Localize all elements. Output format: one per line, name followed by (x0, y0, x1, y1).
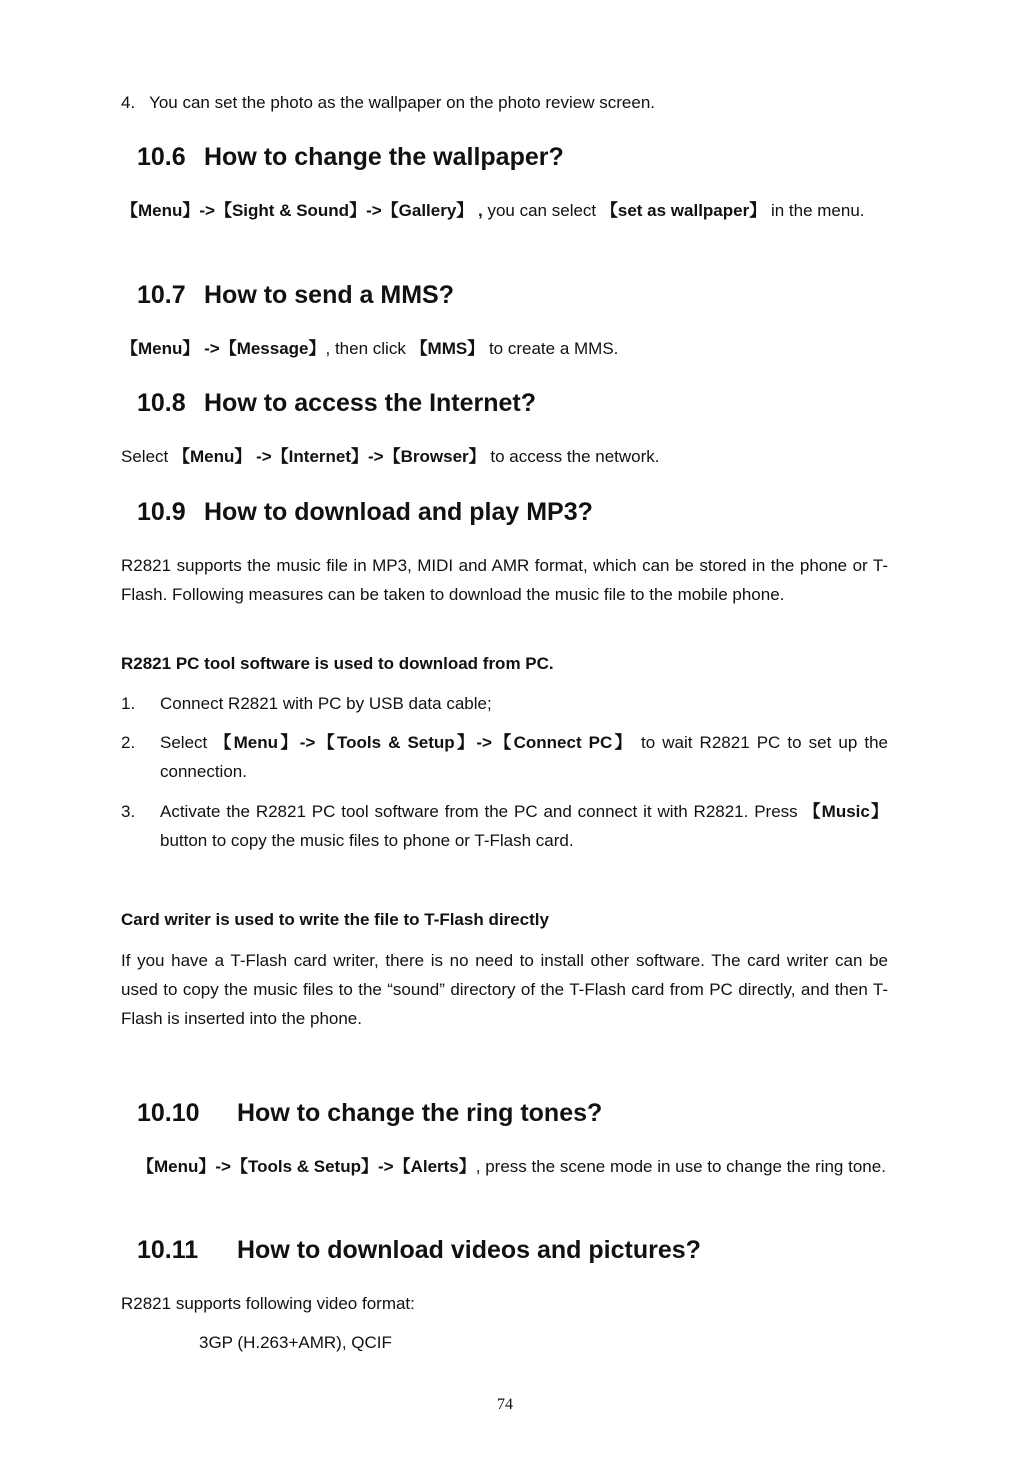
subheading-text: R2821 PC tool software is used to download from PC. (121, 654, 554, 673)
step-text: button to copy the music files to phone or T-Flash card. (160, 831, 574, 850)
paragraph-text: If you have a T-Flash card writer, there is no need to install other software. The card writer can be used to copy the music files to the “sound” directory of the T-Flash card from PC directly, and then T-Flash is inserted into the phone. (121, 951, 888, 1028)
paragraph-10-11 (121, 1289, 888, 1318)
section-number: 10.6 (137, 143, 186, 171)
step-number: 1. (121, 694, 136, 713)
paragraph-text: to create a MMS. (484, 339, 619, 358)
step-number: 2. (121, 733, 136, 752)
step-text: Connect R2821 with PC by USB data cable; (160, 694, 492, 713)
page-number: 74 (497, 1396, 513, 1413)
step-number: 3. (121, 802, 136, 821)
menu-path: 【Menu】->【Tools & Setup】->【Connect PC】 (214, 733, 634, 752)
paragraph-10-6 (121, 196, 888, 225)
list-number: 4. (121, 93, 136, 112)
list-text: You can set the photo as the wallpaper on the photo review screen. (149, 93, 655, 112)
menu-option: 【set as wallpaper】 (600, 201, 767, 220)
step-2 (121, 728, 888, 786)
menu-option: 【MMS】 (410, 339, 485, 358)
paragraph-10-9-intro (121, 551, 888, 609)
section-title: How to change the wallpaper? (204, 143, 564, 171)
paragraph-text: in the menu. (766, 201, 865, 220)
section-title: How to download and play MP3? (204, 498, 593, 526)
format-text: 3GP (H.263+AMR), QCIF (199, 1333, 392, 1352)
section-heading-10-7 (121, 279, 888, 311)
subheading-card-writer (121, 909, 888, 931)
video-format-line (121, 1328, 888, 1357)
paragraph-10-7 (121, 334, 888, 363)
section-heading-10-6 (121, 141, 888, 173)
section-title: How to change the ring tones? (237, 1099, 603, 1127)
menu-path: 【Menu】 ->【Internet】->【Browser】 (172, 447, 486, 466)
step-1 (121, 689, 888, 718)
section-number: 10.10 (137, 1099, 200, 1127)
paragraph-text: , press the scene mode in use to change the ring tone. (475, 1157, 886, 1176)
section-heading-10-8 (121, 387, 888, 419)
section-title: How to send a MMS? (204, 281, 454, 309)
menu-path: 【Menu】->【Tools & Setup】->【Alerts】 (137, 1157, 476, 1176)
paragraph-text: R2821 supports the music file in MP3, MIDI and AMR format, which can be stored in the phone or T-Flash. Following measures can be taken to download the music file to the mobile phone. (121, 556, 888, 604)
paragraph-text: to access the network. (485, 447, 660, 466)
section-number: 10.7 (137, 281, 186, 309)
paragraph-text: R2821 supports following video format: (121, 1294, 415, 1313)
paragraph-10-8 (121, 442, 888, 471)
section-number: 10.8 (137, 389, 186, 417)
paragraph-text: , then click (325, 339, 411, 358)
subheading-text: Card writer is used to write the file to T-Flash directly (121, 910, 549, 929)
section-heading-10-9 (121, 496, 888, 528)
paragraph-text: you can select (482, 201, 601, 220)
menu-path: 【Menu】->【Sight & Sound】->【Gallery】 , (121, 201, 483, 220)
step-text: Select (160, 733, 215, 752)
section-number: 10.11 (137, 1236, 199, 1264)
section-title: How to download videos and pictures? (237, 1236, 701, 1264)
list-item-4 (121, 88, 888, 117)
step-text: to wait R2821 PC to set up the connection. (160, 733, 888, 781)
section-number: 10.9 (137, 498, 186, 526)
section-heading-10-10 (121, 1097, 888, 1129)
paragraph-text: Select (121, 447, 173, 466)
paragraph-card-writer (121, 946, 888, 1033)
menu-path: 【Menu】 ->【Message】 (121, 339, 326, 358)
subheading-pc-tool (121, 653, 888, 675)
step-text: Activate the R2821 PC tool software from the PC and connect it with R2821. Press (160, 802, 804, 821)
menu-option: 【Music】 (803, 802, 888, 821)
section-title: How to access the Internet? (204, 389, 537, 417)
step-3 (121, 797, 888, 855)
section-heading-10-11 (121, 1234, 888, 1266)
paragraph-10-10 (121, 1152, 888, 1181)
